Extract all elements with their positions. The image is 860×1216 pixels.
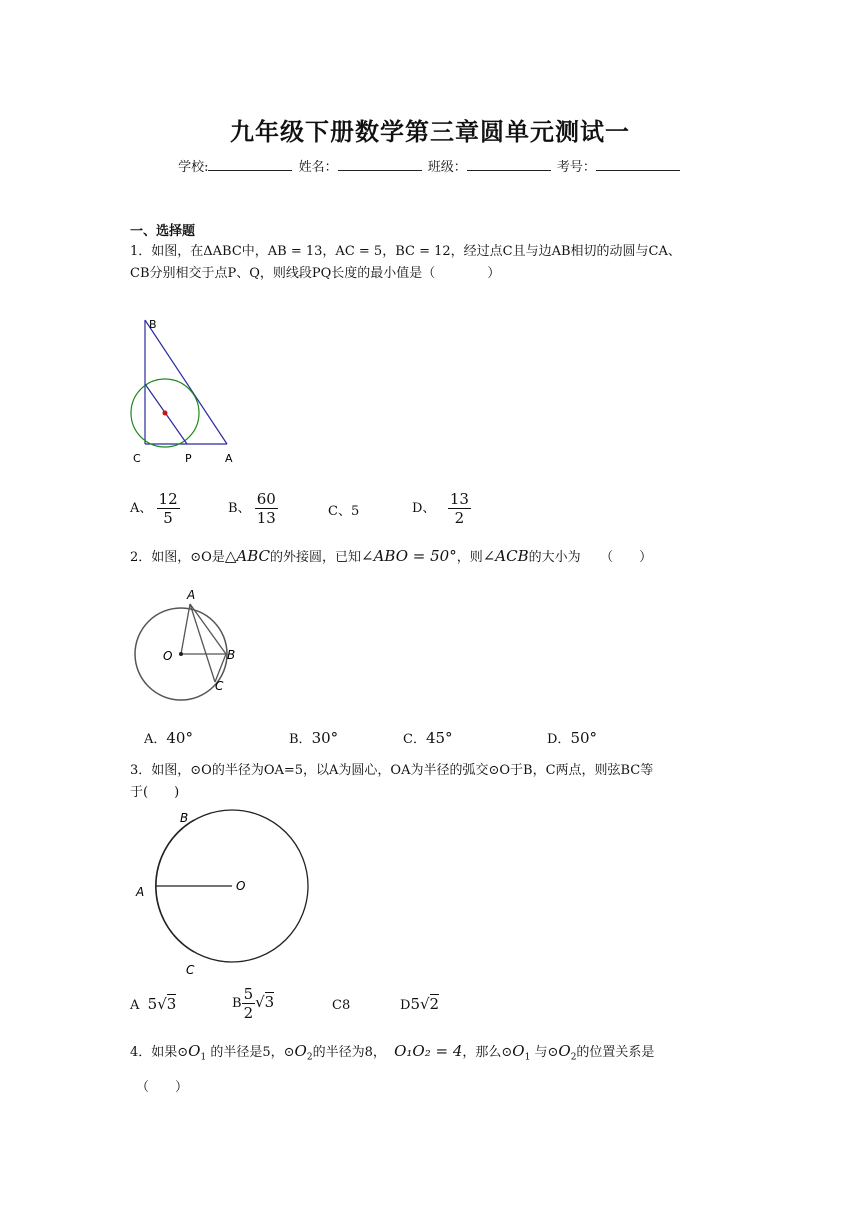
q3-option-b[interactable]	[232, 985, 274, 1022]
q3-option-c[interactable]	[332, 998, 350, 1013]
q4-o3: O	[512, 1042, 525, 1060]
q4-text-6: 的位置关系是	[576, 1045, 655, 1060]
q1-option-a[interactable]	[130, 490, 180, 527]
q2-option-c[interactable]	[403, 728, 453, 747]
fig2-label-A: A	[187, 588, 196, 602]
q4-text-1: 4．如果⊙	[130, 1045, 189, 1060]
coefficient: 5	[410, 995, 420, 1013]
fig3-label-A: A	[136, 885, 145, 899]
option-value: 50°	[570, 729, 598, 747]
name-label: 姓名：	[298, 160, 338, 175]
option-prefix: A、	[130, 501, 153, 516]
q1-option-c[interactable]	[328, 500, 359, 519]
sqrt-icon: √	[255, 993, 265, 1011]
radicand: 3	[264, 993, 275, 1011]
q2-angle-acb: ∠ACB	[482, 547, 529, 565]
numerator: 12	[158, 490, 178, 508]
q2-option-b[interactable]	[289, 728, 338, 747]
q2-angle-abo: ∠ABO = 50°	[361, 547, 457, 565]
coefficient: 5	[147, 995, 158, 1013]
fraction	[255, 490, 278, 527]
fig1-label-A: A	[225, 452, 233, 462]
q3-option-d[interactable]	[400, 995, 439, 1013]
fig2-label-O: O	[163, 649, 173, 663]
option-prefix: D	[400, 998, 411, 1013]
exam-no-blank	[596, 158, 680, 171]
question-1-line2: CB分别相交于点P、Q，则线段PQ长度的最小值是（ ）	[130, 266, 501, 281]
option-value: 30°	[311, 729, 339, 747]
q2-text-post: 的大小为 （ ）	[528, 550, 653, 565]
option-value: 8	[341, 998, 351, 1013]
numerator: 60	[256, 490, 276, 508]
q2-text-pre: 2．如图，⊙O是	[130, 550, 225, 565]
class-label: 班级：	[427, 160, 467, 175]
q4-text-3: 的半径为8，	[312, 1045, 386, 1060]
denominator: 2	[243, 1004, 254, 1022]
question-3-line2: 于( )	[130, 785, 180, 800]
q4-text-2: 的半径是5，⊙	[206, 1045, 295, 1060]
q4-o4-sub: 2	[570, 1052, 577, 1063]
option-value: 40°	[166, 729, 193, 747]
q4-text-4: ，那么⊙	[462, 1045, 513, 1060]
fig3-label-O: O	[236, 879, 246, 893]
student-info-line	[0, 156, 860, 175]
q1-option-d[interactable]	[412, 490, 471, 527]
q2-text-mid2: ，则	[456, 550, 483, 565]
q4-o1: O	[188, 1042, 201, 1060]
fig3-label-B: B	[180, 811, 189, 825]
denominator: 5	[163, 509, 173, 527]
q4-o4: O	[558, 1042, 571, 1060]
class-blank	[467, 158, 551, 171]
denominator: 13	[256, 509, 276, 527]
option-prefix: B．	[289, 732, 312, 747]
q4-o1-sub: 1	[200, 1052, 207, 1063]
fraction	[157, 490, 180, 527]
fraction	[448, 490, 471, 527]
option-prefix: D、	[412, 501, 436, 516]
q2-option-a[interactable]	[144, 728, 193, 747]
q4-o2-sub: 2	[306, 1052, 313, 1063]
fig1-label-C: C	[133, 452, 141, 462]
radicand: 2	[429, 995, 440, 1013]
q2-text-mid: 的外接圆，已知	[269, 550, 361, 565]
question-3-line1: 3．如图，⊙O的半径为OA=5，以A为圆心，OA为半径的弧交⊙O于B，C两点，则弦BC等	[130, 763, 654, 778]
fig2-label-C: C	[215, 679, 224, 693]
fig1-label-P: P	[185, 452, 192, 462]
option-prefix: A	[130, 998, 144, 1013]
q4-o2: O	[294, 1042, 307, 1060]
option-value: 45°	[425, 729, 453, 747]
fig3-label-C: C	[186, 963, 195, 977]
numerator: 13	[449, 490, 469, 508]
question-3	[130, 760, 740, 804]
sqrt-icon: √	[157, 995, 167, 1013]
q3-option-a[interactable]	[130, 995, 176, 1013]
option-prefix: C、	[328, 504, 351, 519]
name-blank	[338, 158, 422, 171]
q1-option-b[interactable]	[228, 490, 278, 527]
question-1-figure	[125, 312, 235, 462]
q2-option-d[interactable]	[547, 728, 597, 747]
fig1-label-B: B	[149, 318, 157, 331]
option-prefix: C	[332, 998, 342, 1013]
q4-text-5: 与⊙	[530, 1045, 559, 1060]
sqrt-icon: √	[419, 995, 430, 1013]
question-2	[130, 545, 740, 569]
fig2-label-B: B	[227, 648, 236, 662]
question-4-line2: （ ）	[136, 1079, 189, 1095]
q2-triangle: △ABC	[224, 547, 270, 565]
question-2-figure	[130, 586, 245, 704]
denominator: 2	[454, 509, 465, 527]
page-title: 九年级下册数学第三章圆单元测试一	[230, 118, 630, 146]
question-1-line1: 1．如图，在ΔABC中，AB = 13，AC = 5，BC = 12，经过点C且与边AB相切的动圆与CA、	[130, 244, 681, 259]
option-prefix: C．	[403, 732, 426, 747]
fraction	[242, 985, 256, 1022]
option-prefix: B	[232, 996, 242, 1011]
q4-distance: O₁O₂ = 4	[394, 1042, 463, 1060]
question-4-line1	[130, 1040, 740, 1069]
school-blank	[208, 158, 292, 171]
numerator: 5	[243, 985, 254, 1003]
option-prefix: D．	[547, 732, 571, 747]
question-4	[130, 1040, 740, 1099]
option-prefix: B、	[228, 501, 251, 516]
option-value: 5	[350, 504, 360, 519]
option-prefix: A．	[144, 732, 167, 747]
q4-o3-sub: 1	[524, 1052, 531, 1063]
question-3-figure	[130, 806, 315, 984]
radicand: 3	[166, 995, 177, 1013]
exam-no-label: 考号：	[556, 160, 596, 175]
school-label: 学校:	[178, 160, 209, 175]
section-heading: 一、选择题	[130, 224, 196, 239]
question-1	[130, 241, 740, 285]
